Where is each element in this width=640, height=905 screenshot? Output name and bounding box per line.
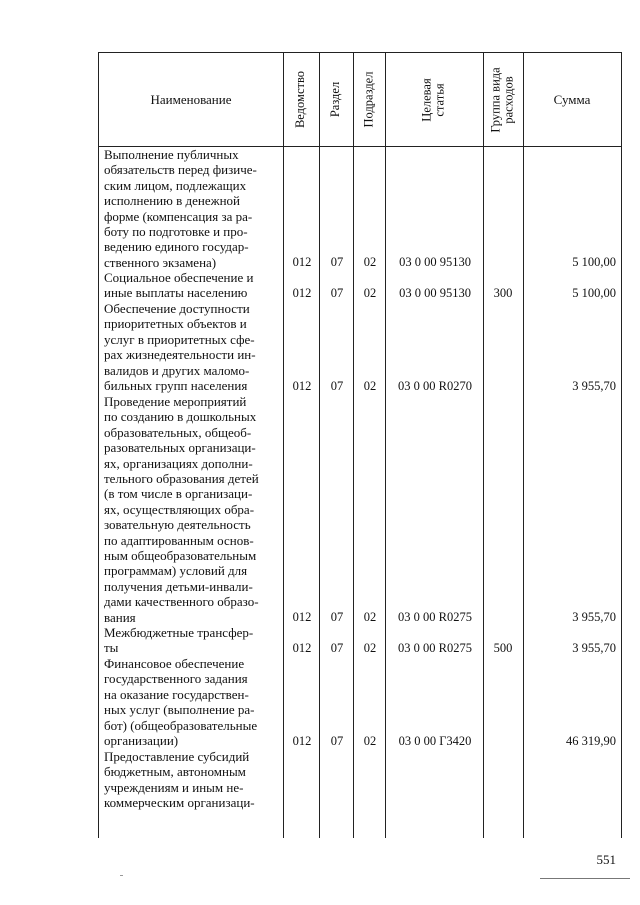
row-podrazdel: 02 [363,641,377,655]
row-gruppa: 300 [493,286,513,300]
row-summa: 46 319,90 [566,734,616,748]
header-razdel [319,53,353,146]
row-summa: 3 955,70 [572,641,616,655]
row-name: Проведение мероприятий по созданию в дошкольных образовательных, общеоб- разовательных организаци- ях, организациях дополни- тельного образования детей (в том числе в организаци- ях, осуществляющих обра- зовательную деятельность по адаптированным основ- ным общеобразовательным программам) условий для получения детьми-инвали- дами качественного образо- вания [104,394,259,625]
row-celevaya: 03 0 00 95130 [399,286,471,300]
row-vedomstvo: 012 [292,641,312,655]
row-razdel: 07 [330,641,344,655]
row-summa: 3 955,70 [572,610,616,624]
row-podrazdel: 02 [363,286,377,300]
row-name: Межбюджетные трансфер- ты [104,625,254,656]
row-name: Предоставление субсидий бюджетным, автономным учреждениям и иным не- коммерческим организаци- [104,749,255,811]
header-podrazdel-label: Подраздел [361,71,376,128]
header-celevaya [385,53,483,146]
row-podrazdel: 02 [363,734,377,748]
footer-rule [540,878,630,879]
row-gruppa: 500 [493,641,513,655]
row-podrazdel: 02 [363,610,377,624]
row-vedomstvo: 012 [292,610,312,624]
row-podrazdel: 02 [363,255,377,269]
header-name-label: Наименование [150,91,232,107]
row-razdel: 07 [330,610,344,624]
row-summa: 5 100,00 [572,286,616,300]
row-name: Обеспечение доступности приоритетных объектов и услуг в приоритетных сфе- рах жизнедеятельности ин- валидов и других маломо- бильных групп населения [104,301,256,394]
row-summa: 3 955,70 [572,379,616,393]
page-number: 551 [596,852,616,867]
header-celevaya-label [421,78,447,121]
row-name: Выполнение публичных обязательств перед физиче- ским лицом, подлежащих исполнению в денежной форме (компенсация за ра- боту по подготовке и про- ведению единого государ- ственного экзамена) [104,147,257,270]
row-razdel: 07 [330,255,344,269]
table-body [99,147,621,837]
row-razdel: 07 [330,379,344,393]
row-razdel: 07 [330,734,344,748]
row-vedomstvo: 012 [292,379,312,393]
row-vedomstvo: 012 [292,255,312,269]
header-gruppa-line1: Группа вида [489,66,504,133]
row-vedomstvo: 012 [292,734,312,748]
table-header [99,53,621,147]
header-vedomstvo [283,53,319,146]
row-celevaya: 03 0 00 R0275 [398,641,472,655]
header-gruppa [483,53,523,146]
header-vedomstvo-label: Ведомство [293,70,308,129]
row-name: Социальное обеспечение и иные выплаты населению [104,270,254,301]
header-podrazdel [353,53,385,146]
header-celevaya-line1: Целевая [420,77,434,122]
row-summa: 5 100,00 [572,255,616,269]
header-summa [523,53,621,146]
row-name: Финансовое обеспечение государственного задания на оказание государствен- ных услуг (выполнение ра- бот) (общеобразовательные организации) [104,656,258,749]
row-celevaya: 03 0 00 R0275 [398,610,472,624]
header-celevaya-line2: статья [433,82,447,117]
row-celevaya: 03 0 00 Г3420 [398,734,472,748]
header-gruppa-line2: расходов [502,75,517,124]
header-razdel-label: Раздел [328,81,343,118]
row-podrazdel: 02 [363,379,377,393]
header-gruppa-label [490,67,516,132]
row-celevaya: 03 0 00 95130 [399,255,471,269]
scan-speck [120,875,123,876]
header-summa-label: Сумма [553,91,591,107]
row-celevaya: 03 0 00 R0270 [398,379,472,393]
row-vedomstvo: 012 [292,286,312,300]
row-razdel: 07 [330,286,344,300]
header-name [99,53,283,146]
budget-table [98,52,622,838]
